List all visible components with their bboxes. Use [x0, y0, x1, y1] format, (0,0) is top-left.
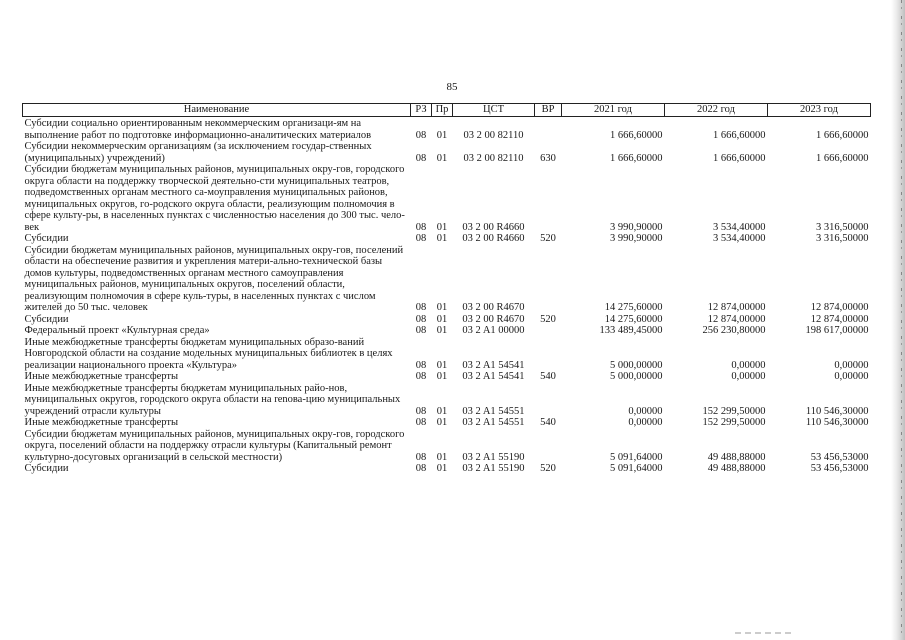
cell-vr: 540 — [540, 371, 556, 382]
header-2021: 2021 год — [562, 104, 665, 117]
cell-rz: 08 — [415, 129, 427, 141]
header-cst: ЦСТ — [453, 104, 535, 117]
cell-cst: 03 2 00 R4670 — [462, 302, 525, 313]
cell-pr: 01 — [436, 313, 448, 325]
cell-rz: 08 — [415, 463, 427, 474]
cell-name: Иные межбюджетные трансферты бюджетам муниципальных райо-нов, муниципальных округов, городского округа области на renова-цию муниципальных учреждений отрасли культуры — [24, 382, 401, 417]
cell-name: Федеральный проект «Культурная среда» — [24, 325, 210, 336]
cell-2021: 5 000,00000 — [610, 371, 663, 382]
cell-2023: 198 617,00000 — [805, 325, 869, 336]
table-body — [23, 117, 871, 475]
cell-cst: 03 2 A1 54551 — [462, 405, 525, 417]
header-name: Наименование — [23, 104, 411, 117]
header-pr: Пр — [432, 104, 453, 117]
cell-rz: 08 — [415, 302, 427, 313]
cell-2022: 49 488,88000 — [707, 451, 766, 463]
cell-name: Иные межбюджетные трансферты — [24, 371, 179, 382]
cell-name: Субсидии — [24, 233, 69, 244]
cell-vr — [535, 383, 562, 418]
cell-rz: 08 — [415, 417, 427, 428]
header-rz: РЗ — [411, 104, 432, 117]
cell-2022: 3 534,40000 — [713, 233, 766, 244]
cell-2022: 12 874,00000 — [707, 313, 766, 325]
cell-vr: 630 — [540, 152, 556, 164]
cell-2023: 110 546,30000 — [805, 417, 869, 428]
table-row — [23, 463, 871, 475]
cell-cst: 03 2 A1 54541 — [462, 359, 525, 371]
table-row — [23, 383, 871, 418]
cell-cst: 03 2 A1 55190 — [462, 451, 525, 463]
cell-pr: 01 — [436, 463, 448, 474]
cell-2022: 12 874,00000 — [707, 302, 766, 313]
cell-name: Иные межбюджетные трансферты — [24, 417, 179, 428]
cell-cst: 03 2 A1 54541 — [462, 371, 525, 382]
cell-name: Субсидии некоммерческим организациям (за исключением государ-ственных (муниципальных) учреждений) — [24, 141, 372, 164]
cell-name: Субсидии социально ориентированным некоммерческим организаци-ям на выполнение работ по подготовке информационно-аналитических материалов — [24, 118, 372, 141]
cell-cst: 03 2 A1 55190 — [462, 463, 525, 474]
cell-vr — [535, 117, 562, 142]
cell-2022: 152 299,50000 — [702, 417, 766, 428]
scan-edge-shadow — [891, 0, 905, 640]
cell-2023: 3 316,50000 — [816, 233, 869, 244]
cell-2023: 53 456,53000 — [810, 463, 869, 474]
cell-rz: 08 — [415, 152, 427, 164]
cell-vr — [535, 325, 562, 337]
cell-2023: 0,00000 — [834, 371, 869, 382]
cell-pr: 01 — [436, 371, 448, 382]
header-2022: 2022 год — [665, 104, 768, 117]
cell-rz: 08 — [415, 405, 427, 417]
cell-rz: 08 — [415, 233, 427, 244]
cell-2023: 110 546,30000 — [805, 405, 869, 417]
header-2023: 2023 год — [768, 104, 871, 117]
cell-2023: 53 456,53000 — [810, 451, 869, 463]
cell-rz: 08 — [415, 325, 427, 336]
cell-vr: 520 — [540, 463, 556, 474]
table-row — [23, 371, 871, 383]
cell-2021: 14 275,60000 — [604, 313, 663, 325]
cell-vr — [535, 245, 562, 314]
cell-vr: 540 — [540, 417, 556, 428]
page-number: 85 — [446, 81, 458, 93]
cell-2022: 49 488,88000 — [707, 463, 766, 474]
cell-2021: 3 990,90000 — [610, 221, 663, 233]
table-row — [23, 245, 871, 314]
cell-name: Субсидии бюджетам муниципальных районов, муниципальных окру-гов, поселений области на обеспечение развития и укрепления матери-ально-технической базы домов культуры, подведомственных органам местного самоуправления муниципальных районов, муниципальных округов, поселений области, реализующим полномочия в сфере куль-туры, в населенных пунктах с числом жителей до 50 тыс. человек — [24, 244, 404, 313]
table-row — [23, 337, 871, 372]
cell-2022: 0,00000 — [731, 371, 766, 382]
table-row — [23, 429, 871, 464]
cell-pr: 01 — [436, 233, 448, 244]
table-row — [23, 164, 871, 233]
cell-2023: 1 666,60000 — [816, 129, 869, 141]
cell-vr: 520 — [540, 233, 556, 244]
cell-vr: 520 — [540, 313, 556, 325]
cell-cst: 03 2 00 82110 — [463, 152, 524, 164]
cell-rz: 08 — [415, 221, 427, 233]
cell-2023: 0,00000 — [834, 359, 869, 371]
table-row — [23, 141, 871, 164]
cell-rz: 08 — [415, 371, 427, 382]
cell-name: Субсидии — [24, 463, 69, 474]
cell-2021: 1 666,60000 — [610, 152, 663, 164]
cell-2023: 3 316,50000 — [816, 221, 869, 233]
table-header-row — [23, 104, 871, 117]
cell-pr: 01 — [436, 221, 448, 233]
cell-cst: 03 2 00 R4670 — [462, 313, 525, 325]
cell-2021: 14 275,60000 — [604, 302, 663, 313]
cell-2021: 5 091,64000 — [610, 451, 663, 463]
cell-rz: 08 — [415, 451, 427, 463]
table-row — [23, 325, 871, 337]
table-row — [23, 417, 871, 429]
cell-2022: 3 534,40000 — [713, 221, 766, 233]
budget-table — [22, 103, 871, 475]
cell-pr: 01 — [436, 325, 448, 336]
cell-name: Субсидии бюджетам муниципальных районов, муниципальных окру-гов, городского округа области на поддержку творческой деятельно-сти муниципальных театров, подведомственных органам местного са-моуправления муниципальных районов, муниципальных округов, го-родского округа области, реализующим полномочия в сфере культу-ры, в населенных пунктах с численностью населения до 300 тыс. чело-век — [24, 164, 405, 233]
cell-2021: 133 489,45000 — [599, 325, 663, 336]
cell-pr: 01 — [436, 152, 448, 164]
cell-rz: 08 — [415, 359, 427, 371]
cell-2022: 1 666,60000 — [713, 129, 766, 141]
cell-cst: 03 2 A1 00000 — [462, 325, 525, 336]
cell-name: Субсидии бюджетам муниципальных районов, муниципальных окру-гов, городского округа, поселений области на поддержку отрасли культуры (Капитальный ремонт культурно-досуговых организаций в сельской местности) — [24, 428, 405, 463]
table-row — [23, 117, 871, 142]
cell-2023: 1 666,60000 — [816, 152, 869, 164]
cell-cst: 03 2 00 82110 — [463, 129, 524, 141]
cell-2022: 256 230,80000 — [702, 325, 766, 336]
cell-vr — [535, 429, 562, 464]
cell-pr: 01 — [436, 359, 448, 371]
cell-2023: 12 874,00000 — [810, 302, 869, 313]
cell-vr — [535, 164, 562, 233]
cell-2022: 1 666,60000 — [713, 152, 766, 164]
scan-artifact — [735, 632, 795, 634]
cell-2021: 0,00000 — [628, 417, 663, 428]
cell-2021: 5 091,64000 — [610, 463, 663, 474]
cell-2021: 3 990,90000 — [610, 233, 663, 244]
cell-pr: 01 — [436, 302, 448, 313]
cell-2021: 5 000,00000 — [610, 359, 663, 371]
cell-2023: 12 874,00000 — [810, 313, 869, 325]
table-row — [23, 314, 871, 326]
cell-rz: 08 — [415, 313, 427, 325]
cell-name: Иные межбюджетные трансферты бюджетам муниципальных образо-ваний Новгородской области на создание модельных муниципальных библиотек в целях реализации национального проекта «Культура» — [24, 336, 393, 371]
cell-pr: 01 — [436, 405, 448, 417]
cell-2022: 152 299,50000 — [702, 405, 766, 417]
header-vr: ВР — [535, 104, 562, 117]
cell-pr: 01 — [436, 417, 448, 428]
cell-cst: 03 2 00 R4660 — [462, 233, 525, 244]
cell-2021: 1 666,60000 — [610, 129, 663, 141]
cell-vr — [535, 337, 562, 372]
table-row — [23, 233, 871, 245]
cell-cst: 03 2 A1 54551 — [462, 417, 525, 428]
cell-cst: 03 2 00 R4660 — [462, 221, 525, 233]
cell-name: Субсидии — [24, 313, 69, 325]
cell-2021: 0,00000 — [628, 405, 663, 417]
cell-pr: 01 — [436, 451, 448, 463]
cell-pr: 01 — [436, 129, 448, 141]
cell-2022: 0,00000 — [731, 359, 766, 371]
